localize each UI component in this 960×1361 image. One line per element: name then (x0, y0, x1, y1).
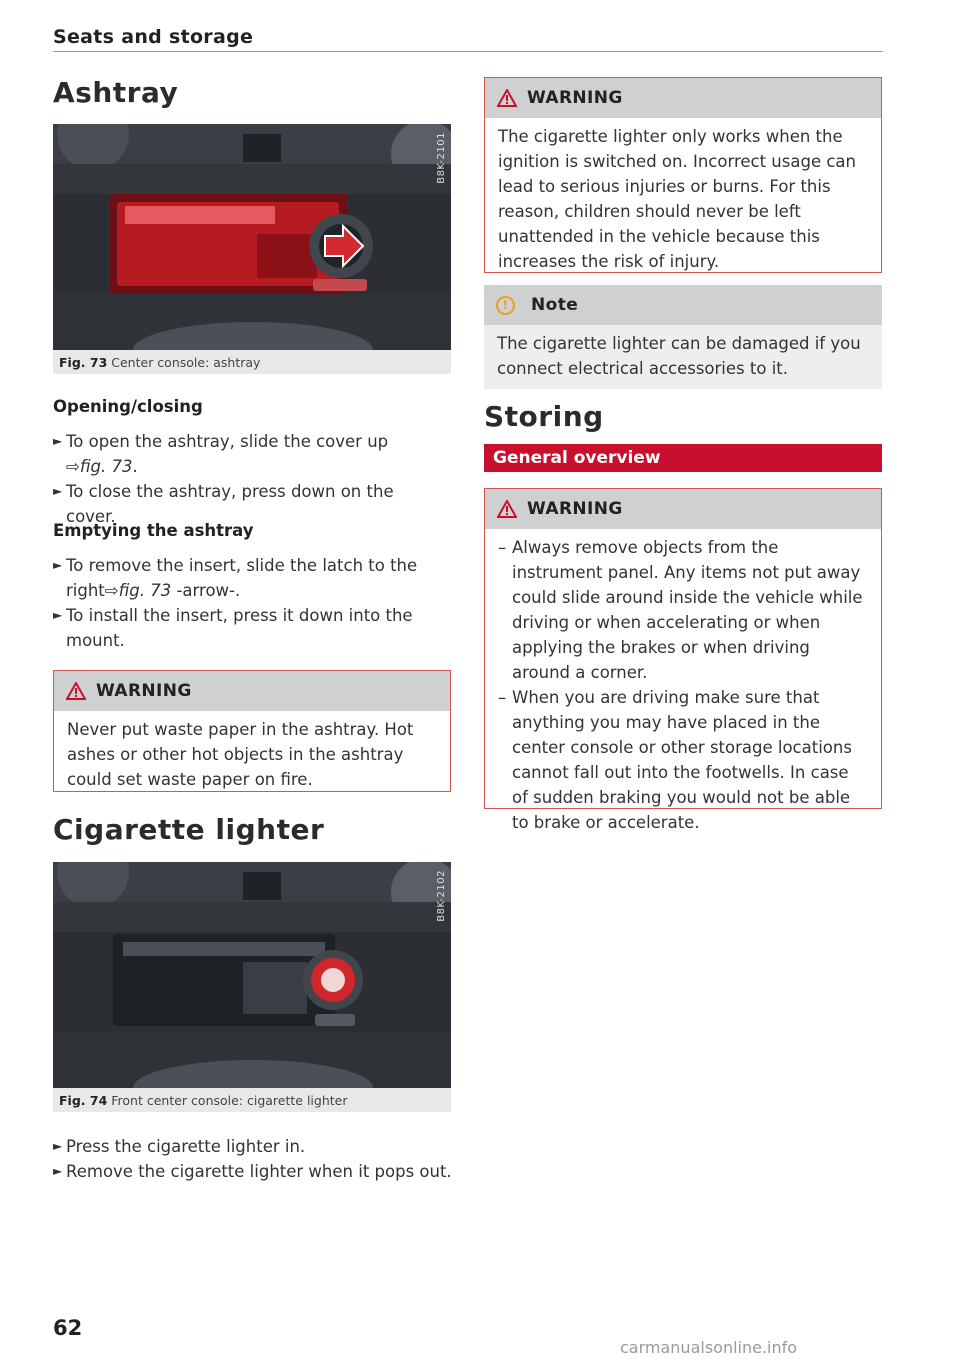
list-item: ► To remove the insert, slide the latch to the right⇨fig. 73 -arrow-. (53, 553, 433, 603)
watermark: carmanualsonline.info (620, 1338, 798, 1357)
figure-74 (53, 862, 451, 1112)
warning-text: Never put waste paper in the ashtray. Hot ashes or other hot objects in the ashtray could set waste paper on fire. (67, 720, 414, 789)
figure-code: B8K-2102 (436, 870, 447, 922)
warning-icon (66, 682, 86, 700)
list-item: ► To open the ashtray, slide the cover up ⇨fig. 73. (53, 429, 443, 479)
storing-warning-box (484, 488, 882, 832)
page-number: 62 (53, 1316, 83, 1340)
figure-label: Fig. 74 (59, 1093, 108, 1108)
note-title: Note (531, 295, 579, 315)
figure-code: B8K-2101 (436, 132, 447, 184)
bullet-icon: ► (53, 558, 63, 572)
warning-header (485, 78, 881, 118)
bullet-icon: ► (53, 1164, 63, 1178)
figure-73 (53, 124, 451, 374)
lighter-warning-box (484, 77, 882, 273)
note-icon: ! (496, 296, 515, 315)
warning-icon (497, 500, 517, 518)
header-rule (53, 51, 883, 52)
emptying-heading: Emptying the ashtray (53, 521, 254, 540)
bullet-icon: ► (53, 434, 63, 448)
warning-list-item: – When you are driving make sure that anything you may have placed in the center console or other storage locations cannot fall out into the footwells. In case of sudden braking you would not be able to brake or accelerate. (498, 688, 852, 832)
warning-header (485, 489, 881, 529)
storing-title: Storing (484, 400, 604, 433)
list-item: ► Press the cigarette lighter in. (53, 1134, 448, 1159)
figure-reference[interactable]: ⇨fig. 73 (104, 581, 172, 600)
bullet-icon: ► (53, 1139, 63, 1153)
warning-title: WARNING (527, 88, 623, 108)
warning-title: WARNING (527, 499, 623, 519)
running-header: Seats and storage (53, 26, 254, 48)
figure-caption (59, 355, 260, 370)
figure-label: Fig. 73 (59, 355, 108, 370)
lighter-title: Cigarette lighter (53, 813, 325, 846)
warning-text: The cigarette lighter only works when the ignition is switched on. Incorrect usage can lead to serious injuries or burns. For this reason, children should never be left unattended in the vehicle because this increases the risk of injury. (498, 127, 856, 271)
list-item: ► To close the ashtray, press down on the cover. (53, 479, 448, 529)
figure-caption (59, 1093, 348, 1108)
opening-heading: Opening/closing (53, 397, 203, 416)
warning-title: WARNING (96, 681, 192, 701)
note-header (484, 285, 882, 325)
warning-body (485, 529, 881, 843)
figure-reference[interactable]: ⇨fig. 73 (66, 457, 133, 476)
lighter-photo (53, 862, 451, 1088)
warning-list-item: – Always remove objects from the instrument panel. Any items not put away could slide around inside the vehicle while driving or when accelerating or when applying the brakes or when driving around a corner. (498, 538, 863, 682)
bullet-icon: ► (53, 484, 63, 498)
lighter-note-box (484, 285, 882, 378)
figure-caption-text: Front center console: cigarette lighter (111, 1093, 348, 1108)
list-item: ► Remove the cigarette lighter when it pops out. (53, 1159, 453, 1184)
list-item: ► To install the insert, press it down into the mount. (53, 603, 433, 653)
ashtray-photo (53, 124, 451, 350)
warning-icon (497, 89, 517, 107)
figure-caption-text: Center console: ashtray (111, 355, 261, 370)
bullet-icon: ► (53, 608, 63, 622)
ashtray-warning-box (53, 670, 451, 792)
warning-header (54, 671, 450, 711)
ashtray-title: Ashtray (53, 76, 179, 109)
general-overview-heading: General overview (484, 444, 882, 472)
note-text: The cigarette lighter can be damaged if you connect electrical accessories to it. (484, 325, 882, 389)
